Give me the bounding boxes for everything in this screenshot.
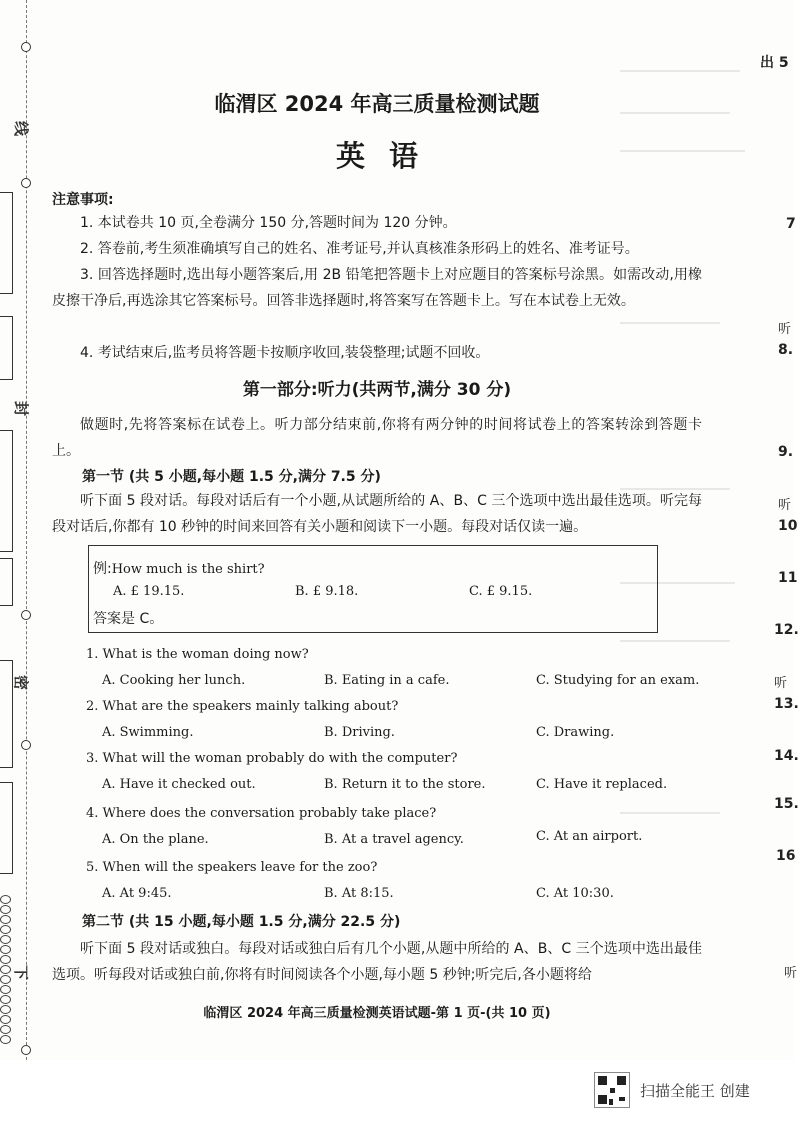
question-5: 5. When will the speakers leave for the zoo? [86, 860, 378, 875]
part1-intro: 做题时,先将答案标在试卷上。听力部分结束前,你将有两分钟的时间将试卷上的答案转涂到答题卡上。 [52, 417, 702, 459]
binding-char-mi: 密 [12, 674, 31, 691]
facing-item: 10 [778, 518, 798, 534]
question-2: 2. What are the speakers mainly talking about? [86, 699, 399, 714]
part1-heading: 第一部分:听力(共两节,满分 30 分) [242, 380, 512, 400]
example-box [88, 545, 658, 633]
subject-title: 英语 [335, 139, 442, 173]
q2-option-c: C. Drawing. [536, 725, 615, 740]
name-box [0, 192, 13, 294]
q4-option-a: A. On the plane. [102, 832, 209, 847]
facing-item: 听 [778, 498, 792, 513]
example-question-text: How much is the shirt? [111, 562, 265, 577]
q2-option-b: B. Driving. [324, 725, 395, 740]
facing-item: 听 [784, 966, 798, 981]
q1-option-a: A. Cooking her lunch. [102, 673, 246, 688]
facing-item: 14. [774, 748, 799, 764]
q4-option-c: C. At an airport. [536, 829, 643, 844]
facing-item: 16 [776, 848, 796, 864]
binding-hole [21, 740, 31, 750]
q1-option-b: B. Eating in a cafe. [324, 673, 450, 688]
q3-option-b: B. Return it to the store. [324, 777, 486, 792]
example-prefix: 例: [93, 561, 112, 577]
exam-title: 临渭区 2024 年高三质量检测试题 [214, 92, 540, 116]
q5-option-b: B. At 8:15. [324, 886, 394, 901]
binding-margin [0, 0, 60, 1060]
q2-option-a: A. Swimming. [102, 725, 194, 740]
watermark-text: 扫描全能王 创建 [640, 1081, 750, 1100]
scanner-watermark [594, 1072, 750, 1108]
example-option-b: B. £ 9.18. [295, 584, 359, 599]
section1-heading: 第一节 (共 5 小题,每小题 1.5 分,满分 7.5 分) [82, 469, 381, 485]
section2-heading: 第二节 (共 15 小题,每小题 1.5 分,满分 22.5 分) [82, 914, 401, 930]
q3-option-a: A. Have it checked out. [102, 777, 256, 792]
example-option-c: C. £ 9.15. [469, 584, 533, 599]
facing-item: 9. [778, 444, 794, 460]
notice-item-4: 4. 考试结束后,监考员将答题卡按顺序收回,装袋整理;试题不回收。 [80, 345, 490, 361]
notice-item-2: 2. 答卷前,考生须准确填写自己的姓名、准考证号,并认真核准条形码上的姓名、准考证号。 [80, 241, 639, 257]
example-question [93, 558, 265, 578]
binding-char-xia: 下 [12, 964, 31, 981]
facing-item: 12. [774, 622, 799, 638]
q5-option-a: A. At 9:45. [102, 886, 172, 901]
page-footer: 临渭区 2024 年高三质量检测英语试题-第 1 页-(共 10 页) [203, 1006, 551, 1021]
facing-header: 出 5 [760, 55, 789, 71]
question-3: 3. What will the woman probably do with the computer? [86, 751, 458, 766]
example-option-a: A. £ 19.15. [113, 584, 185, 599]
facing-item: 15. [774, 796, 799, 812]
class-box [0, 430, 13, 552]
notice-heading: 注意事项: [52, 192, 114, 208]
section1-intro: 听下面 5 段对话。每段对话后有一个小题,从试题所给的 A、B、C 三个选项中选出最佳选项。听完每段对话后,你都有 10 秒钟的时间来回答有关小题和阅读下一小题。每段对话仅读一遍。 [52, 493, 702, 535]
binding-hole [21, 42, 31, 52]
binding-hole [21, 610, 31, 620]
facing-item: 7 [786, 216, 796, 232]
seat-box [0, 558, 13, 606]
binding-char-xian: 线 [12, 120, 31, 137]
q5-option-c: C. At 10:30. [536, 886, 614, 901]
facing-item: 听 [778, 322, 792, 337]
question-1: 1. What is the woman doing now? [86, 647, 309, 662]
section2-intro: 听下面 5 段对话或独白。每段对话或独白后有几个小题,从题中所给的 A、B、C 三个选项中选出最佳选项。听每段对话或独白前,你将有时间阅读各个小题,每小题 5 秒钟;听完后,各小题将给 [52, 941, 702, 983]
example-answer: 答案是 C。 [93, 611, 164, 627]
cut-line [26, 0, 27, 1060]
school-box [0, 660, 13, 768]
spiral-rings [0, 895, 11, 1045]
camscanner-qr-icon [594, 1072, 630, 1108]
notice-item-3: 3. 回答选择题时,选出每小题答案后,用 2B 铅笔把答题卡上对应题目的答案标号涂黑。如需改动,用橡皮擦干净后,再选涂其它答案标号。回答非选择题时,将答案写在答题卡上。写在本试卷上无效。 [52, 267, 702, 309]
binding-hole [21, 1045, 31, 1055]
facing-item: 8. [778, 342, 794, 358]
binding-hole [21, 178, 31, 188]
q1-option-c: C. Studying for an exam. [536, 673, 700, 688]
notice-item-1: 1. 本试卷共 10 页,全卷满分 150 分,答题时间为 120 分钟。 [80, 215, 457, 231]
question-4: 4. Where does the conversation probably take place? [86, 806, 437, 821]
id-box [0, 316, 13, 380]
q4-option-b: B. At a travel agency. [324, 832, 464, 847]
facing-item: 听 [774, 676, 788, 691]
exam-room-box [0, 782, 13, 874]
q3-option-c: C. Have it replaced. [536, 777, 668, 792]
facing-item: 13. [774, 696, 799, 712]
binding-char-feng: 封 [12, 400, 31, 417]
facing-item: 11 [778, 570, 798, 586]
facing-page-edge [760, 0, 799, 1060]
